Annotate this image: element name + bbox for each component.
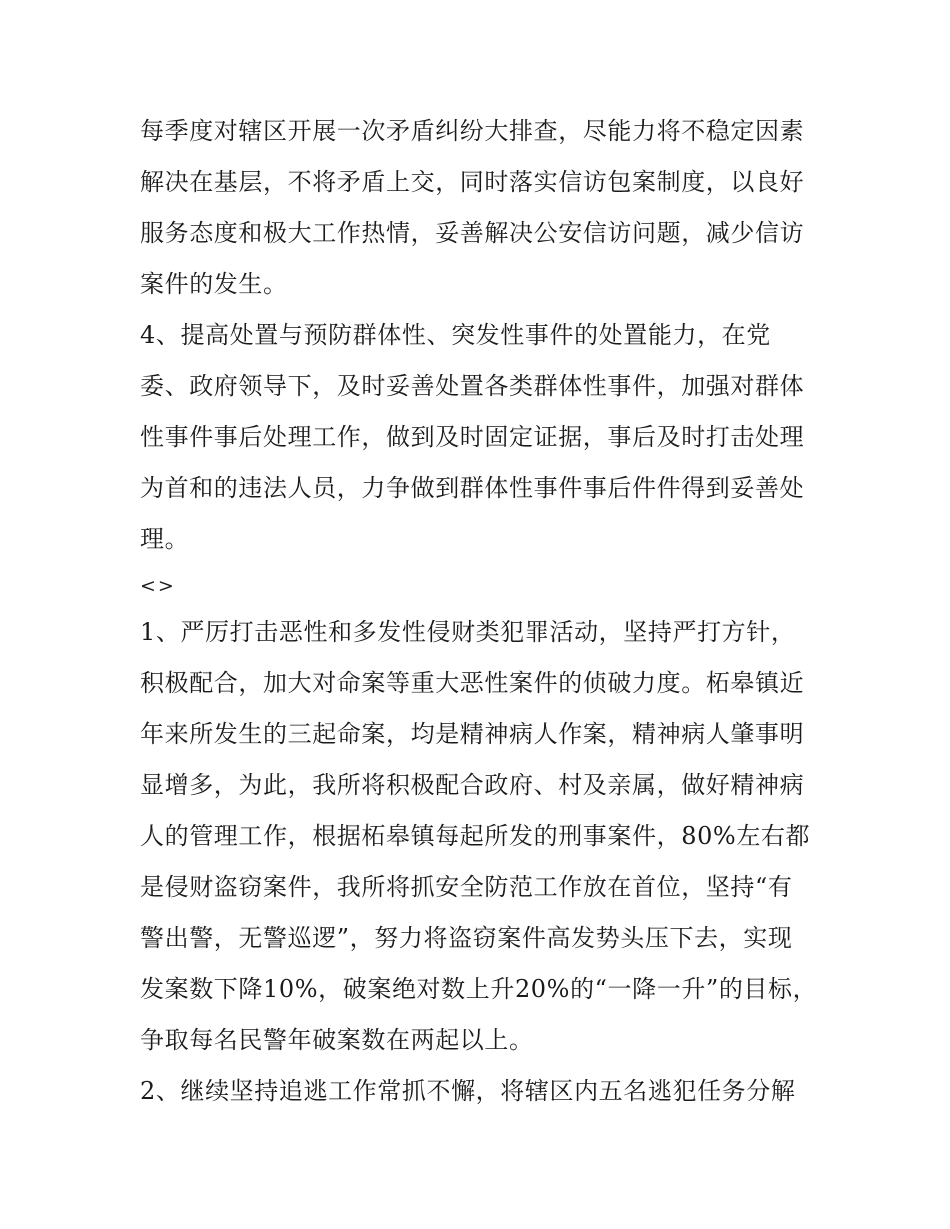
section-marker bbox=[140, 565, 820, 607]
text-line: 争取每名民警年破案数在两起以上。 bbox=[140, 1026, 534, 1054]
text-line: 案件的发生。 bbox=[140, 270, 288, 298]
text-line: 1、严厉打击恶性和多发性侵财类犯罪活动，坚持严打方针， bbox=[140, 618, 796, 646]
paragraph-item-2 bbox=[140, 1066, 820, 1117]
text-line: 4、提高处置与预防群体性、突发性事件的处置能力，在党 bbox=[140, 321, 771, 349]
text-line: 委、政府领导下，及时妥善处置各类群体性事件，加强对群体 bbox=[140, 372, 805, 400]
text-line: 发案数下降10%，破案绝对数上升20%的“一降一升”的目标， bbox=[140, 975, 818, 1003]
section-marker-text: <> bbox=[140, 575, 176, 597]
document-body bbox=[140, 106, 820, 1117]
text-line: 2、继续坚持追逃工作常抓不懈，将辖区内五名逃犯任务分解 bbox=[140, 1077, 796, 1105]
text-line: 警出警，无警巡逻”，努力将盗窃案件高发势头压下去，实现 bbox=[140, 924, 793, 952]
paragraph-item-1 bbox=[140, 607, 820, 1066]
paragraph-conflict-resolution bbox=[140, 106, 820, 310]
text-line: 理。 bbox=[140, 525, 190, 553]
text-line: 积极配合，加大对命案等重大恶性案件的侦破力度。柘皋镇近 bbox=[140, 669, 805, 697]
text-line: 为首和的违法人员，力争做到群体性事件事后件件得到妥善处 bbox=[140, 474, 805, 502]
text-line: 是侵财盗窃案件，我所将抓安全防范工作放在首位，坚持“有 bbox=[140, 873, 793, 901]
text-line: 解决在基层，不将矛盾上交，同时落实信访包案制度，以良好 bbox=[140, 168, 805, 196]
text-line: 性事件事后处理工作，做到及时固定证据，事后及时打击处理 bbox=[140, 423, 805, 451]
text-line: 显增多，为此，我所将积极配合政府、村及亲属，做好精神病 bbox=[140, 771, 805, 799]
paragraph-item-4 bbox=[140, 310, 820, 565]
text-line: 服务态度和极大工作热情，妥善解决公安信访问题，减少信访 bbox=[140, 219, 805, 247]
text-line: 人的管理工作，根据柘皋镇每起所发的刑事案件，80%左右都 bbox=[140, 822, 811, 850]
text-line: 每季度对辖区开展一次矛盾纠纷大排查，尽能力将不稳定因素 bbox=[140, 117, 805, 145]
text-line: 年来所发生的三起命案，均是精神病人作案，精神病人肇事明 bbox=[140, 720, 805, 748]
